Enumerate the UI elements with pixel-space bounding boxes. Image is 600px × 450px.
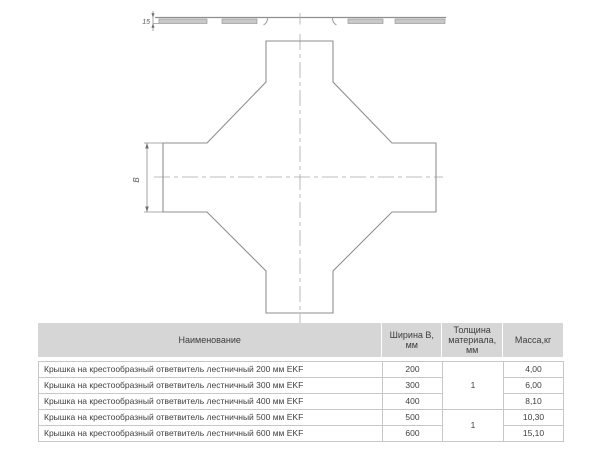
mass-value: 4,00 bbox=[504, 362, 564, 378]
dimension-arrow-icon bbox=[145, 143, 149, 149]
header-width bbox=[381, 323, 441, 357]
dimension-arrow-icon bbox=[151, 24, 154, 28]
header-name-label: Наименование bbox=[178, 335, 241, 345]
section-hatch-segment bbox=[159, 19, 207, 24]
width-dimension-label: B bbox=[132, 177, 141, 183]
header-width-line: мм bbox=[405, 340, 418, 350]
product-name: Крышка на крестообразный ответвитель лестничный 500 мм EKF bbox=[39, 410, 383, 426]
width-value: 200 bbox=[383, 362, 443, 378]
latch-hook-icon bbox=[264, 18, 268, 25]
width-value: 600 bbox=[383, 426, 443, 442]
table-row bbox=[39, 410, 564, 426]
product-name: Крышка на крестообразный ответвитель лестничный 200 мм EKF bbox=[39, 362, 383, 378]
product-name: Крышка на крестообразный ответвитель лестничный 300 мм EKF bbox=[39, 378, 383, 394]
header-name bbox=[38, 323, 381, 357]
mass-value: 6,00 bbox=[504, 378, 564, 394]
header-width-line: Ширина B, bbox=[389, 330, 434, 340]
spec-table-header bbox=[38, 323, 563, 357]
width-value: 400 bbox=[383, 394, 443, 410]
header-mass-label: Масса,кг bbox=[514, 335, 552, 345]
product-name: Крышка на крестообразный ответвитель лестничный 400 мм EKF bbox=[39, 394, 383, 410]
spec-table bbox=[38, 323, 563, 442]
table-row bbox=[39, 362, 564, 378]
spec-table-body bbox=[38, 361, 564, 442]
thickness-value: 1 bbox=[443, 362, 504, 410]
section-hatch-segment bbox=[395, 19, 445, 24]
profile-section-view bbox=[142, 11, 446, 31]
mass-value: 15,10 bbox=[504, 426, 564, 442]
header-thickness-line: материала, bbox=[448, 335, 497, 345]
dimension-arrow-icon bbox=[145, 207, 149, 213]
mass-value: 8,10 bbox=[504, 394, 564, 410]
plan-view bbox=[132, 34, 443, 326]
product-name: Крышка на крестообразный ответвитель лестничный 600 мм EKF bbox=[39, 426, 383, 442]
width-value: 500 bbox=[383, 410, 443, 426]
thickness-value: 1 bbox=[443, 410, 504, 442]
section-hatch-segment bbox=[222, 19, 257, 24]
thickness-dimension-label: 15 bbox=[142, 19, 150, 26]
latch-hook-icon bbox=[333, 18, 337, 25]
dimension-arrow-icon bbox=[151, 13, 154, 17]
header-thickness bbox=[441, 323, 502, 357]
section-hatch-segment bbox=[348, 19, 383, 24]
header-thickness-line: Толщина bbox=[453, 325, 491, 335]
header-thickness-line: мм bbox=[465, 345, 479, 355]
header-mass bbox=[502, 323, 563, 357]
mass-value: 10,30 bbox=[504, 410, 564, 426]
width-value: 300 bbox=[383, 378, 443, 394]
